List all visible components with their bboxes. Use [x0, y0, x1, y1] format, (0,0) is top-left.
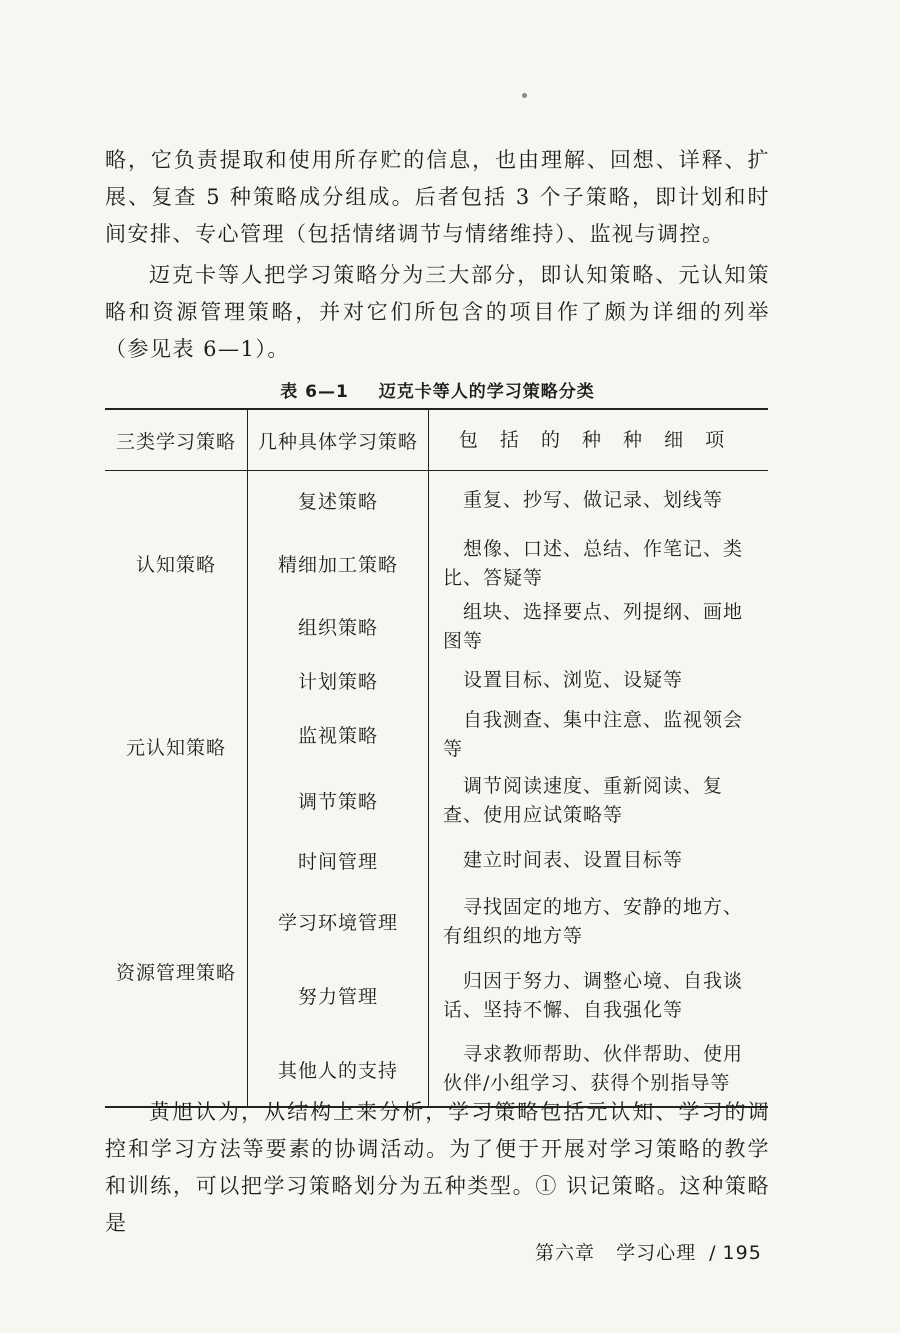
category-cognitive: 认知策略	[105, 471, 248, 657]
print-speck	[522, 93, 527, 98]
strategy-table	[105, 408, 768, 1108]
table-row	[105, 471, 768, 531]
footer-separator: /	[709, 1242, 717, 1264]
details-cell: 调节阅读速度、重新阅读、复查、使用应试策略等	[443, 774, 724, 826]
strategy-cell: 复述策略	[248, 471, 429, 531]
details-cell: 寻找固定的地方、安静的地方、有组织的地方等	[443, 895, 744, 947]
chapter-label: 第六章	[535, 1242, 596, 1264]
strategy-cell: 时间管理	[248, 837, 429, 885]
chapter-title: 学习心理	[616, 1242, 697, 1264]
details-cell: 自我测查、集中注意、监视领会等	[443, 708, 744, 760]
header-category: 三类学习策略	[105, 409, 248, 471]
strategy-cell: 计划策略	[248, 657, 429, 705]
strategy-cell: 学习环境管理	[248, 885, 429, 959]
details-cell: 建立时间表、设置目标等	[463, 849, 684, 871]
details-cell: 寻求教师帮助、伙伴帮助、使用伙伴/小组学习、获得个别指导等	[443, 1043, 744, 1094]
category-metacognitive: 元认知策略	[105, 657, 248, 837]
header-details: 包 括 的 种 种 细 项	[429, 409, 769, 471]
table-caption	[105, 377, 770, 402]
table-title: 迈克卡等人的学习策略分类	[378, 382, 595, 402]
paragraph-mckeachie: 迈克卡等人把学习策略分为三大部分，即认知策略、元认知策略和资源管理策略，并对它们所包含的项目作了颇为详细的列举（参见表 6—1）。	[105, 263, 770, 361]
table-header-row	[105, 409, 768, 471]
strategy-cell: 精细加工策略	[248, 531, 429, 597]
details-cell: 归因于努力、调整心境、自我谈话、坚持不懈、自我强化等	[443, 969, 744, 1021]
category-resource-management: 资源管理策略	[105, 837, 248, 1107]
header-strategy: 几种具体学习策略	[248, 409, 429, 471]
strategy-cell: 其他人的支持	[248, 1033, 429, 1107]
details-cell: 组块、选择要点、列提纲、画地图等	[443, 600, 744, 652]
strategy-cell: 努力管理	[248, 959, 429, 1033]
table-row	[105, 657, 768, 705]
details-cell: 设置目标、浏览、设疑等	[463, 669, 684, 691]
strategy-cell: 监视策略	[248, 705, 429, 765]
paragraph-huang-xu: 黄旭认为，从结构上来分析，学习策略包括元认知、学习的调控和学习方法等要素的协调活动。为了便于开展对学习策略的教学和训练，可以把学习策略划分为五种类型。① 识记策略。这种策略是	[105, 1100, 770, 1235]
table-row	[105, 837, 768, 885]
page-footer	[535, 1238, 762, 1265]
table-number: 表 6—1	[280, 382, 349, 402]
details-cell: 重复、抄写、做记录、划线等	[463, 489, 724, 512]
paragraph-continued: 略，它负责提取和使用所存贮的信息，也由理解、回想、详释、扩展、复查 5 种策略成分组成。后者包括 3 个子策略，即计划和时间安排、专心管理（包括情绪调节与情绪维持）、监视与调控。	[105, 148, 770, 246]
details-cell: 想像、口述、总结、作笔记、类比、答疑等	[443, 537, 744, 589]
page-number: 195	[722, 1242, 762, 1264]
strategy-cell: 组织策略	[248, 597, 429, 657]
strategy-cell: 调节策略	[248, 765, 429, 837]
